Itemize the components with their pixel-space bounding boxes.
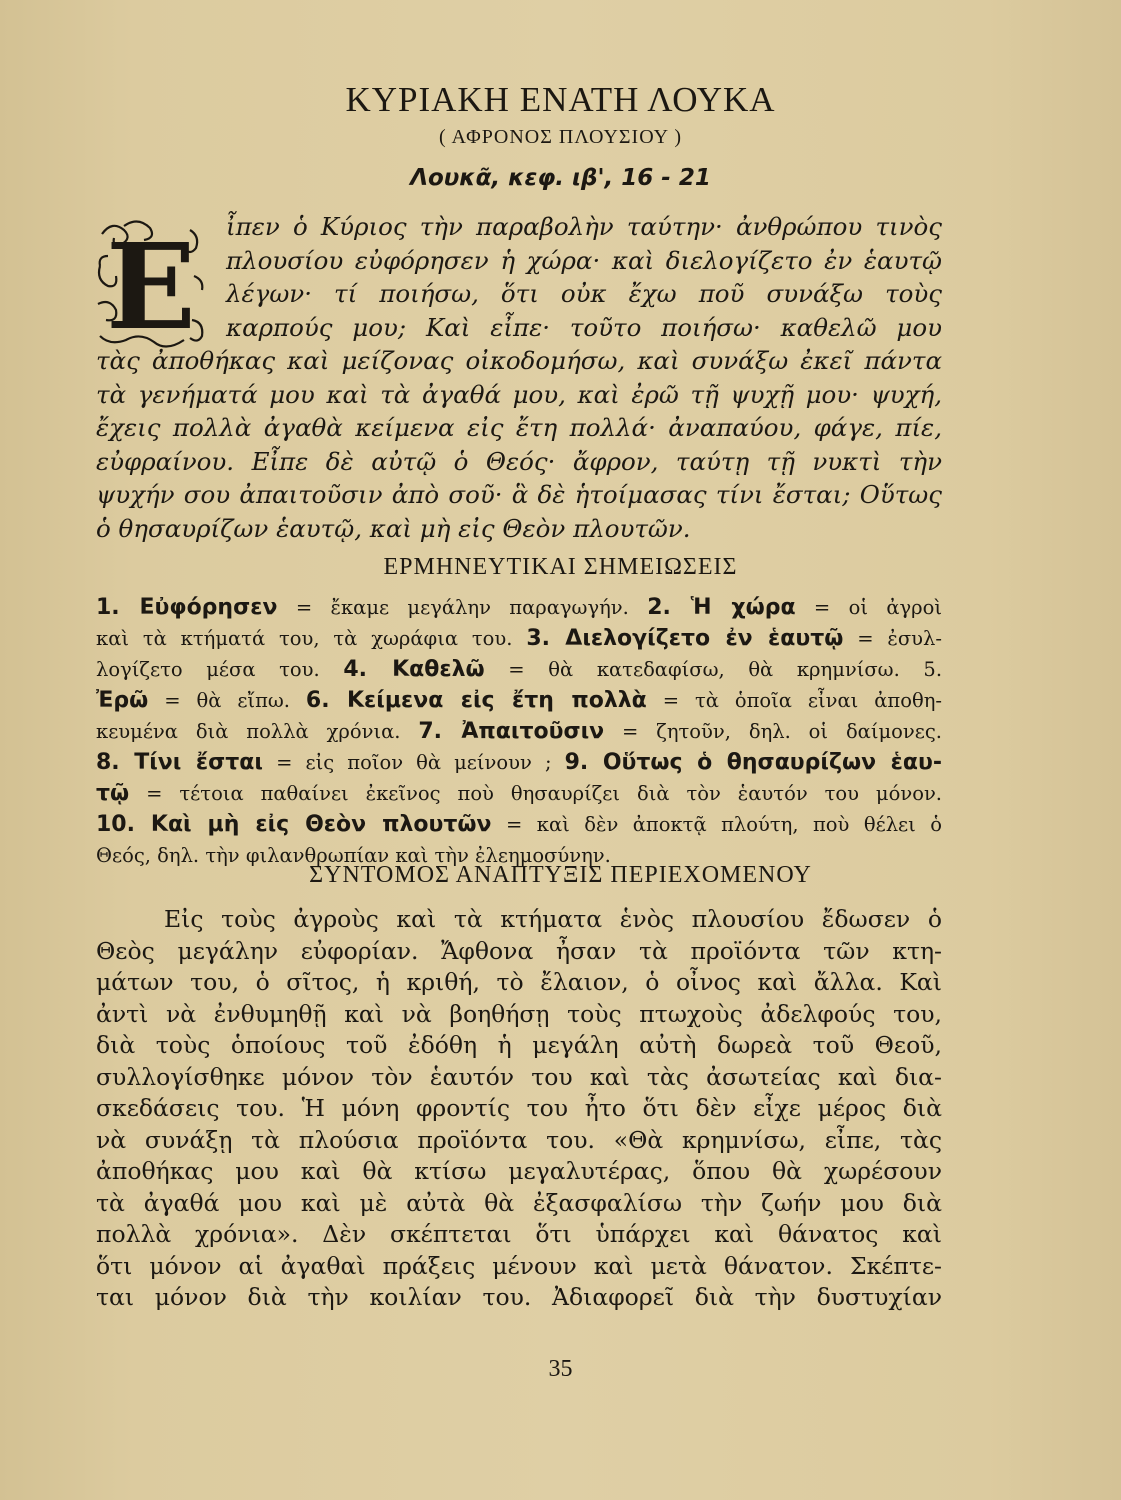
summary-line: διὰ τοὺς ὁποίους τοῦ ἐδόθη ἡ μεγάλη αὐτὴ δωρεὰ τοῦ Θεοῦ, — [96, 1031, 942, 1059]
note-line: λογίζετο μέσα του. 4. Καθελῶ = θὰ κατεδαφίσω, θὰ κρημνίσω. 5. — [96, 657, 942, 682]
scripture-reference: Λουκᾶ, κεφ. ιβ', 16 - 21 — [410, 165, 711, 191]
dropcap-letter: Ε — [106, 217, 196, 354]
summary-line: πολλὰ χρόνια». Δὲν σκέπτεται ὅτι ὑπάρχει καὶ θάνατος καὶ — [96, 1220, 942, 1248]
gospel-line: τὰς ἀποθήκας καὶ μείζονας οἰκοδομήσω, καὶ συνάξω ἐκεῖ πάντα — [96, 346, 942, 375]
note-line: 10. Καὶ μὴ εἰς Θεὸν πλουτῶν = καὶ δὲν ἀποκτᾷ πλούτη, ποὺ θέλει ὁ — [96, 812, 942, 837]
note-line: 1. Εὐφόρησεν = ἔκαμε μεγάλην παραγωγήν. 2. Ἡ χώρα = οἱ ἀγροὶ — [96, 595, 942, 620]
gospel-line: ἶπεν ὁ Κύριος τὴν παραβολὴν ταύτην· ἀνθρώπου τινὸς — [226, 212, 942, 241]
gospel-line: εὐφραίνου. Εἶπε δὲ αὐτῷ ὁ Θεός· ἄφρον, ταύτῃ τῇ νυκτὶ τὴν — [96, 446, 942, 476]
page-subtitle: ( ΑΦΡΟΝΟΣ ΠΛΟΥΣΙΟΥ ) — [438, 126, 683, 148]
gospel-line: λέγων· τί ποιήσω, ὅτι οὐκ ἔχω ποῦ συνάξω τοὺς — [226, 279, 942, 308]
note-line: 8. Τίνι ἔσται = εἰς ποῖον θὰ μείνουν ; 9. Οὕτως ὁ θησαυρίζων ἑαυ- — [96, 750, 942, 775]
summary-line: τὰ ἀγαθά μου καὶ μὲ αὐτὰ θὰ ἐξασφαλίσω τὴν ζωήν μου διὰ — [96, 1188, 942, 1217]
summary-text — [96, 904, 942, 1314]
note-line: Θεός, δηλ. τὴν φιλανθρωπίαν καὶ τὴν ἐλεημοσύνην. — [96, 844, 611, 867]
explanatory-notes — [96, 592, 942, 871]
summary-line: νὰ συνάξῃ τὰ πλούσια προϊόντα του. «Θὰ κρημνίσω, εἶπε, τὰς — [96, 1125, 942, 1154]
note-line: κευμένα διὰ πολλὰ χρόνια. 7. Ἀπαιτοῦσιν = ζητοῦν, δηλ. οἱ δαίμονες. — [96, 719, 942, 744]
page-number: 35 — [548, 1356, 573, 1382]
summary-line: ἀποθήκας μου καὶ θὰ κτίσω μεγαλυτέρας, ὅπου θὰ χωρέσουν — [96, 1157, 942, 1185]
summary-line: σκεδάσεις του. Ἡ μόνη φροντίς του ἦτο ὅτι δὲν εἶχε μέρος διὰ — [96, 1094, 942, 1122]
gospel-line: ἔχεις πολλὰ ἀγαθὰ κείμενα εἰς ἔτη πολλά· ἀναπαύου, φάγε, πίε, — [96, 413, 942, 442]
note-line: τῷ = τέτοια παθαίνει ἐκεῖνος ποὺ θησαυρίζει διὰ τὸν ἑαυτόν του μόνον. — [96, 781, 942, 806]
gospel-line: πλουσίου εὐφόρησεν ἡ χώρα· καὶ διελογίζετο ἐν ἑαυτῷ — [226, 245, 942, 275]
summary-line: ἀντὶ νὰ ἐνθυμηθῇ καὶ νὰ βοηθήσῃ τοὺς πτωχοὺς ἀδελφούς του, — [96, 999, 942, 1028]
summary-line: Εἰς τοὺς ἀγροὺς καὶ τὰ κτήματα ἑνὸς πλουσίου ἔδωσεν ὁ — [164, 905, 942, 933]
notes-heading: ΕΡΜΗΝΕΥΤΙΚΑΙ ΣΗΜΕΙΩΣΕΙΣ — [383, 554, 738, 580]
gospel-line: ὁ θησαυρίζων ἑαυτῷ, καὶ μὴ εἰς Θεὸν πλουτῶν. — [96, 513, 691, 543]
gospel-passage — [96, 210, 942, 545]
summary-line: μάτων του, ὁ σῖτος, ἡ κριθή, τὸ ἔλαιον, ὁ οἶνος καὶ ἄλλα. Καὶ — [96, 968, 942, 996]
note-line: καὶ τὰ κτήματά του, τὰ χωράφια του. 3. Διελογίζετο ἐν ἑαυτῷ = ἐσυλ- — [96, 626, 942, 651]
page-title: ΚΥΡΙΑΚΗ ΕΝΑΤΗ ΛΟΥΚΑ — [345, 80, 776, 119]
ornamental-dropcap — [94, 216, 209, 354]
gospel-line: ψυχήν σου ἀπαιτοῦσιν ἀπὸ σοῦ· ἃ δὲ ἡτοίμασας τίνι ἔσται; Οὕτως — [96, 480, 942, 509]
note-line: Ἐρῶ = θὰ εἴπω. 6. Κείμενα εἰς ἔτη πολλὰ = τὰ ὁποῖα εἶναι ἀποθη- — [96, 688, 942, 713]
summary-heading: ΣΥΝΤΟΜΟΣ ΑΝΑΠΤΥΞΙΣ ΠΕΡΙΕΧΟΜΕΝΟΥ — [309, 862, 812, 888]
gospel-line: τὰ γενήματά μου καὶ τὰ ἀγαθά μου, καὶ ἐρῶ τῇ ψυχῇ μου· ψυχή, — [96, 379, 942, 409]
summary-line: συλλογίσθηκε μόνον τὸν ἑαυτόν του καὶ τὰς ἀσωτείας καὶ δια- — [96, 1062, 942, 1091]
summary-line: ται μόνον διὰ τὴν κοιλίαν του. Ἀδιαφορεῖ διὰ τὴν δυστυχίαν — [96, 1283, 942, 1311]
summary-line: ὅτι μόνον αἱ ἀγαθαὶ πράξεις μένουν καὶ μετὰ θάνατον. Σκέπτε- — [96, 1251, 942, 1280]
summary-line: Θεὸς μεγάλην εὐφορίαν. Ἄφθονα ἦσαν τὰ προϊόντα τῶν κτη- — [96, 936, 942, 965]
gospel-line: καρπούς μου; Καὶ εἶπε· τοῦτο ποιήσω· καθελῶ μου — [226, 312, 942, 342]
